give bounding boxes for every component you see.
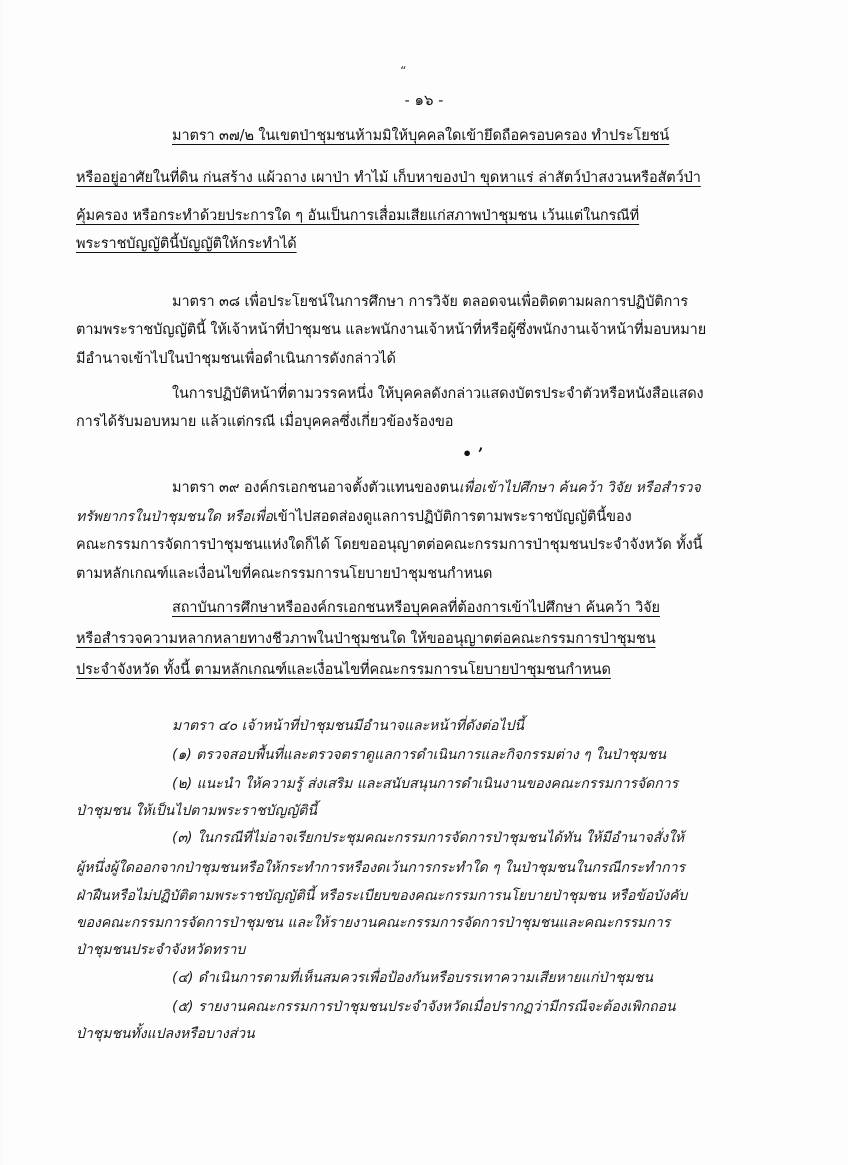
s39-line-2-print: เข้าไปสอดส่องดูแลการปฏิบัติการตามพระราชบัญญัตินี้ของ <box>272 509 632 525</box>
s39-line-4: ตามหลักเกณฑ์และเงื่อนไขที่คณะกรรมการนโยบายป่าชุมชนกำหนด <box>76 566 493 582</box>
s40-line-4: ป่าชุมชน ให้เป็นไปตามพระราชบัญญัตินี้ <box>76 803 317 819</box>
s37-2-line-3: คุ้มครอง หรือกระทำด้วยประการใด ๆ อันเป็นการเสื่อมเสียแก่สภาพป่าชุมชน เว้นแต่ในกรณีที่ <box>76 208 640 224</box>
s38-line-3: มีอำนาจเข้าไปในป่าชุมชนเพื่อดำเนินการดังกล่าวได้ <box>76 351 396 367</box>
s38-line-4: ในการปฏิบัติหน้าที่ตามวรรคหนึ่ง ให้บุคคลดังกล่าวแสดงบัตรประจำตัวหรือหนังสือแสดง <box>172 386 704 402</box>
s39-line-2-hand: ทรัพยากรในป่าชุมชนใด หรือเพื่อ <box>76 509 273 525</box>
scan-mark-mid: • ’ <box>462 444 484 463</box>
s39-line-2 <box>76 507 632 527</box>
s39-line-3: คณะกรรมการจัดการป่าชุมชนแห่งใดก็ได้ โดยขออนุญาตต่อคณะกรรมการป่าชุมชนประจำจังหวัด ทั้งนี้ <box>76 537 703 553</box>
s38-line-2: ตามพระราชบัญญัตินี้ ให้เจ้าหน้าที่ป่าชุมชน และพนักงานเจ้าหน้าที่หรือผู้ซึ่งพนักงานเจ้าหน้าที่มอบหมาย <box>76 322 707 338</box>
s40-line-1: มาตรา ๔๐ เจ้าหน้าที่ป่าชุมชนมีอำนาจและหน้าที่ดังต่อไปนี้ <box>172 718 524 734</box>
s40-line-9: ป่าชุมชนประจำจังหวัดทราบ <box>76 942 246 958</box>
page-number: - ๑๖ - <box>404 91 444 109</box>
s38-line-1: มาตรา ๓๘ เพื่อประโยชน์ในการศึกษา การวิจัย ตลอดจนเพื่อติดตามผลการปฏิบัติการ <box>172 294 689 310</box>
s37-2-line-2: หรืออยู่อาศัยในที่ดิน ก่นสร้าง แผ้วถาง เผาป่า ทำไม้ เก็บหาของป่า ขุดหาแร่ ล่าสัตว์ป่าสงวนหรือสัตว์ป่า <box>76 170 701 186</box>
s37-2-line-1: มาตรา ๓๗/๒ ในเขตป่าชุมชนห้ามมิให้บุคคลใดเข้ายึดถือครอบครอง ทำประโยชน์ <box>172 128 670 144</box>
s37-2-line-4: พระราชบัญญัตินี้บัญญัติให้กระทำได้ <box>76 236 297 252</box>
s40-line-7: ฝ่าฝืนหรือไม่ปฏิบัติตามพระราชบัญญัตินี้ หรือระเบียบของคณะกรรมการนโยบายป่าชุมชน หรือข้อบังคับ <box>76 888 688 904</box>
s40-line-5: (๓) ในกรณีที่ไม่อาจเรียกประชุมคณะกรรมการจัดการป่าชุมชนได้ทัน ให้มีอำนาจสั่งให้ <box>172 830 685 846</box>
s40-line-11: (๕) รายงานคณะกรรมการป่าชุมชนประจำจังหวัดเมื่อปรากฏว่ามีกรณีจะต้องเพิกถอน <box>172 999 676 1015</box>
s40-line-12: ป่าชุมชนทั้งแปลงหรือบางส่วน <box>76 1026 255 1042</box>
s39-line-7: ประจำจังหวัด ทั้งนี้ ตามหลักเกณฑ์และเงื่อนไขที่คณะกรรมการนโยบายป่าชุมชนกำหนด <box>76 662 611 678</box>
s40-line-8: ของคณะกรรมการจัดการป่าชุมชน และให้รายงานคณะกรรมการจัดการป่าชุมชนและคณะกรรมการ <box>76 915 671 931</box>
s39-line-5: สถาบันการศึกษาหรือองค์กรเอกชนหรือบุคคลที่ต้องการเข้าไปศึกษา ค้นคว้า วิจัย <box>172 600 660 616</box>
s39-line-6: หรือสำรวจความหลากหลายทางชีวภาพในป่าชุมชนใด ให้ขออนุญาตต่อคณะกรรมการป่าชุมชน <box>76 631 656 647</box>
scan-mark: “ <box>400 64 407 78</box>
s40-line-6: ผู้หนึ่งผู้ใดออกจากป่าชุมชนหรือให้กระทำการหรืองดเว้นการกระทำใด ๆ ในป่าชุมชนในกรณีกระทำการ <box>76 860 685 876</box>
s40-line-3: (๒) แนะนำ ให้ความรู้ ส่งเสริม และสนับสนุนการดำเนินงานของคณะกรรมการจัดการ <box>172 776 679 792</box>
s38-line-5: การได้รับมอบหมาย แล้วแต่กรณี เมื่อบุคคลซึ่งเกี่ยวข้องร้องขอ <box>76 414 454 430</box>
s40-line-10: (๔) ดำเนินการตามที่เห็นสมควรเพื่อป้องกันหรือบรรเทาความเสียหายแก่ป่าชุมชน <box>172 970 653 986</box>
s39-line-1-print: มาตรา ๓๙ องค์กรเอกชนอาจตั้งตัวแทนของตน <box>172 480 459 496</box>
s39-line-1-hand: เพื่อเข้าไปศึกษา ค้นคว้า วิจัย หรือสำรวจ <box>458 480 701 496</box>
s40-line-2: (๑) ตรวจสอบพื้นที่และตรวจตราดูแลการดำเนินการและกิจกรรมต่าง ๆ ในป่าชุมชน <box>172 747 667 763</box>
s39-line-1 <box>172 478 701 498</box>
